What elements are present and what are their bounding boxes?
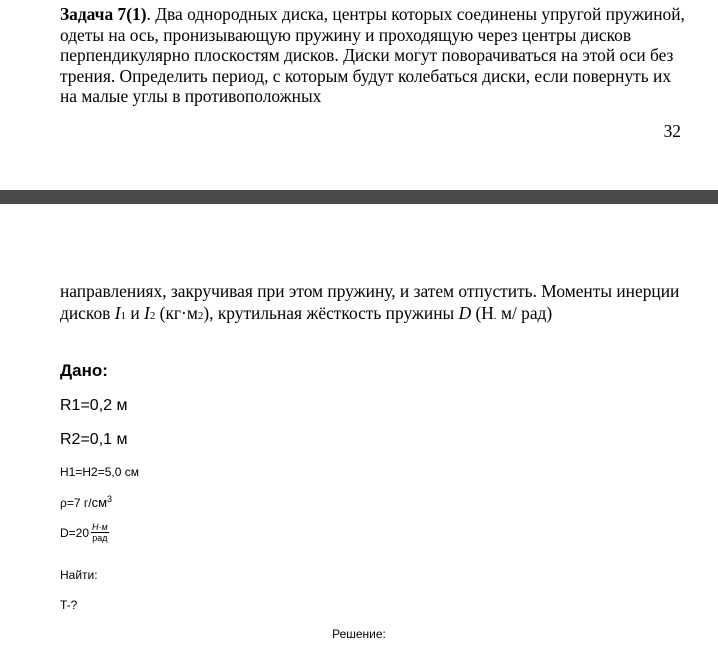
- given-h: H1=H2=5,0 см: [60, 465, 139, 479]
- and-word: и: [126, 303, 145, 323]
- rho-exp: 3: [107, 494, 113, 504]
- find-value: T-?: [60, 598, 78, 612]
- units-d-b: м/ рад): [496, 303, 553, 323]
- units-d-dot: .: [493, 310, 497, 322]
- moment-i1-sub: 1: [120, 310, 126, 322]
- problem-text-part2a: направлениях, закручивая при этом пружину, и затем отпустить. Моменты инерции дисков: [60, 281, 680, 323]
- given-r1: R1=0,2 м: [60, 397, 128, 414]
- units-d-a: (Н: [471, 303, 494, 323]
- d-denominator: рад: [92, 533, 108, 543]
- problem-statement-part1: [60, 4, 690, 107]
- rho-unit: см: [91, 495, 107, 510]
- given-r2: R2=0,1 м: [60, 431, 128, 448]
- d-fraction: [91, 522, 109, 543]
- problem-label: Задача 7(1): [60, 4, 147, 24]
- units-i-sub: 2: [197, 310, 204, 322]
- given-d: [60, 522, 109, 543]
- given-title: Дано:: [60, 361, 108, 380]
- problem-statement-part2: [60, 280, 700, 327]
- moment-i1: I: [114, 303, 121, 323]
- moment-i2-sub: 2: [149, 310, 156, 322]
- rho-prefix: ρ=7 г/: [60, 496, 92, 510]
- d-prefix: D=20: [60, 525, 90, 540]
- page-break-divider: [0, 190, 718, 204]
- find-title: Найти:: [60, 568, 98, 582]
- solution-title: Решение:: [332, 627, 386, 641]
- page-upper: [0, 0, 718, 190]
- d-numerator: Н·м: [92, 522, 108, 532]
- units-i: (кг·м: [155, 303, 198, 323]
- problem-text-part2b: ), крутильная жёсткость пружины: [203, 303, 459, 323]
- problem-text-part1: . Два однородных диска, центры которых соединены упругой пружиной, одеты на ось, пронизывающую пружину и проходящую через центры дисков перпендикулярно плоскостям дисков. Диски могут поворачиваться на этой оси без трения. Определить период, с которым будут колебаться диски, если повернуть их на малые углы в противоположных: [60, 4, 685, 107]
- moment-i2: I: [144, 303, 150, 323]
- stiffness-d: D: [458, 303, 472, 323]
- given-rho: [60, 494, 112, 510]
- page-number: 32: [663, 121, 681, 141]
